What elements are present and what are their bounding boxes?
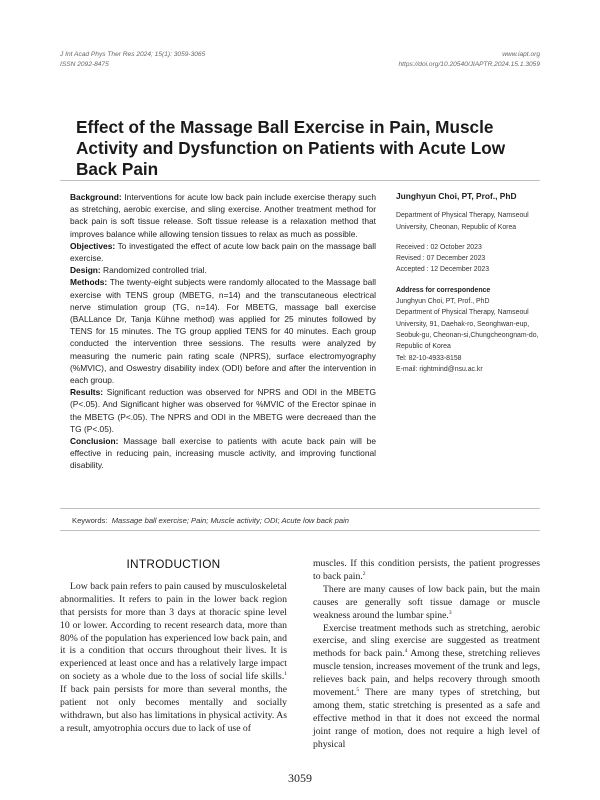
accepted-date: Accepted : 12 December 2023: [396, 266, 490, 274]
article-title: Effect of the Massage Ball Exercise in Pain, Muscle Activity and Dysfunction on Patients with Acute Low Back Pain: [76, 117, 506, 179]
body-paragraph: There are many causes of low back pain, but the main causes are generally soft tissue damage or muscle weakness around the lumbar spine.$^3$: [313, 583, 540, 621]
citation-ref: 1: [284, 671, 287, 678]
page-number: 3059: [288, 771, 312, 785]
body-paragraph: muscles. If this condition persists, the patient progresses to back pain.$^2$: [313, 558, 540, 582]
citation-ref: 5: [356, 686, 360, 693]
abstract-results: Results: Significant reduction was observed for NPRS and ODI in the MBETG (P<.05). And Significant higher was observed for %MVIC of the Erector spinae in the MBETG (P<.05). The NPRS and ODI in the MBETG were decreaed than the TG (P<.05).: [70, 387, 376, 434]
abstract-conclusion: Conclusion: Massage ball exercise to patients with acute back pain will be effective in reducing pain, increasing muscle activity, and improving functional disability.: [70, 436, 376, 471]
journal-header: [60, 50, 205, 70]
revised-date: Revised : 07 December 2023: [396, 255, 486, 263]
correspondence-name: Junghyun Choi, PT, Prof., PhD: [396, 298, 490, 306]
keywords-text: Massage ball exercise; Pain; Muscle activity; ODI; Acute low back pain: [111, 516, 350, 525]
body-left-column: [60, 558, 287, 736]
correspondence-email[interactable]: E-mail: rightmind@nsu.ac.kr: [396, 365, 483, 373]
body-paragraph: Exercise treatment methods such as stretching, aerobic exercise, and sling exercise are suggested as treatment methods for back pain.$^4$ Among these, stretching relieves muscle tension, increases movement of the trunk and legs, relieves back pain, and helps recovery through smooth movement.$^5$ There are many types of stretching, but among them, static stretching is presented as a safe and effective method in that it does not exceed the normal joint range of motion, does not require a high level of physical: [313, 622, 540, 750]
top-divider: [60, 180, 540, 181]
received-date: Received : 02 October 2023: [396, 243, 482, 251]
correspondence-label: Address for correspondence: [396, 286, 491, 294]
abstract-background: Background: Interventions for acute low back pain include exercise therapy such as stretching, aerobic exercise, and sling exercise. Another treatment method for back pain is soft tissue release. Soft tissue release is a relaxation method that improves balance while allowing tension tissues to relax as much as possible.: [70, 192, 376, 239]
bottom-divider: [60, 530, 540, 531]
abstract-methods: Methods: The twenty-eight subjects were randomly allocated to the Massage ball exercise with TENS group (MBETG, n=14) and the transcutaneous electrical nerve stimulation group (TG, n=14). For MBETG, massage ball exercise (BALLance Dr, Tanja Kühne method) was applied for 25 minutes followed by TENS for 15 minutes. The TG group applied TENS for 40 minutes. Each group conducted the intervention three sessions. The results were analyzed by measuring the numeric pain rating scale (NPRS), surface electromyography (%MVIC), and Oswestry disability index (ODI) before and after the intervention in each group.: [70, 277, 376, 386]
citation-ref: 2: [362, 570, 366, 577]
keywords-label: Keywords:: [72, 516, 108, 525]
citation-ref: 3: [448, 609, 452, 616]
article-doi[interactable]: https://doi.org/10.20540/JIAPTR.2024.15.1.3059: [398, 61, 540, 68]
keywords: [72, 516, 349, 525]
author-info: [396, 191, 546, 375]
correspondence: [396, 285, 546, 375]
journal-url[interactable]: www.iapt.org: [502, 51, 540, 58]
abstract-design: Design: Randomized controlled trial.: [70, 265, 207, 276]
body-paragraph: Low back pain refers to pain caused by musculoskeletal abnormalities. It refers to pain in the lower back region that persists for more than 3 days at thoracic spine level 10 or lower. According to recent research data, more than 80% of the population has experienced low back pain, and it is a condition that occurs throughout their lives. It is experienced at least once and has a relatively large impact on society as a whole due to the loss of social life skills.$^1$ If back pain persists for more than several months, the patient not only becomes mentally and socially withdrawn, but also has limitations in physical activity. As a result, amyotrophia occurs due to lack of use of: [60, 580, 287, 734]
journal-citation: J Int Acad Phys Ther Res 2024; 15(1): 3059-3065: [60, 51, 206, 58]
author-affiliation: Department of Physical Therapy, Namseoul University, Cheonan, Republic of Korea: [396, 212, 529, 231]
body-right-column: [313, 558, 540, 752]
abstract-objectives: Objectives: To investigated the effect of acute low back pain on the massage ball exercise.: [70, 240, 376, 264]
citation-ref: 4: [404, 648, 408, 655]
article-dates: [396, 242, 546, 276]
correspondence-address: Department of Physical Therapy, Namseoul University, 91, Daehak-ro, Seonghwan-eup, Seobuk-gu, Cheonan-si,Chungcheongnam-do, Republic of Korea: [396, 309, 539, 351]
abstract: [70, 191, 376, 472]
keywords-divider: [60, 508, 540, 509]
section-heading: INTRODUCTION: [126, 557, 221, 571]
journal-issn: ISSN 2092-8475: [60, 61, 109, 68]
correspondence-tel: Tel: 82-10-4933-8158: [396, 354, 462, 362]
journal-links: [399, 50, 541, 70]
author-name: Junghyun Choi, PT, Prof., PhD: [396, 191, 517, 201]
